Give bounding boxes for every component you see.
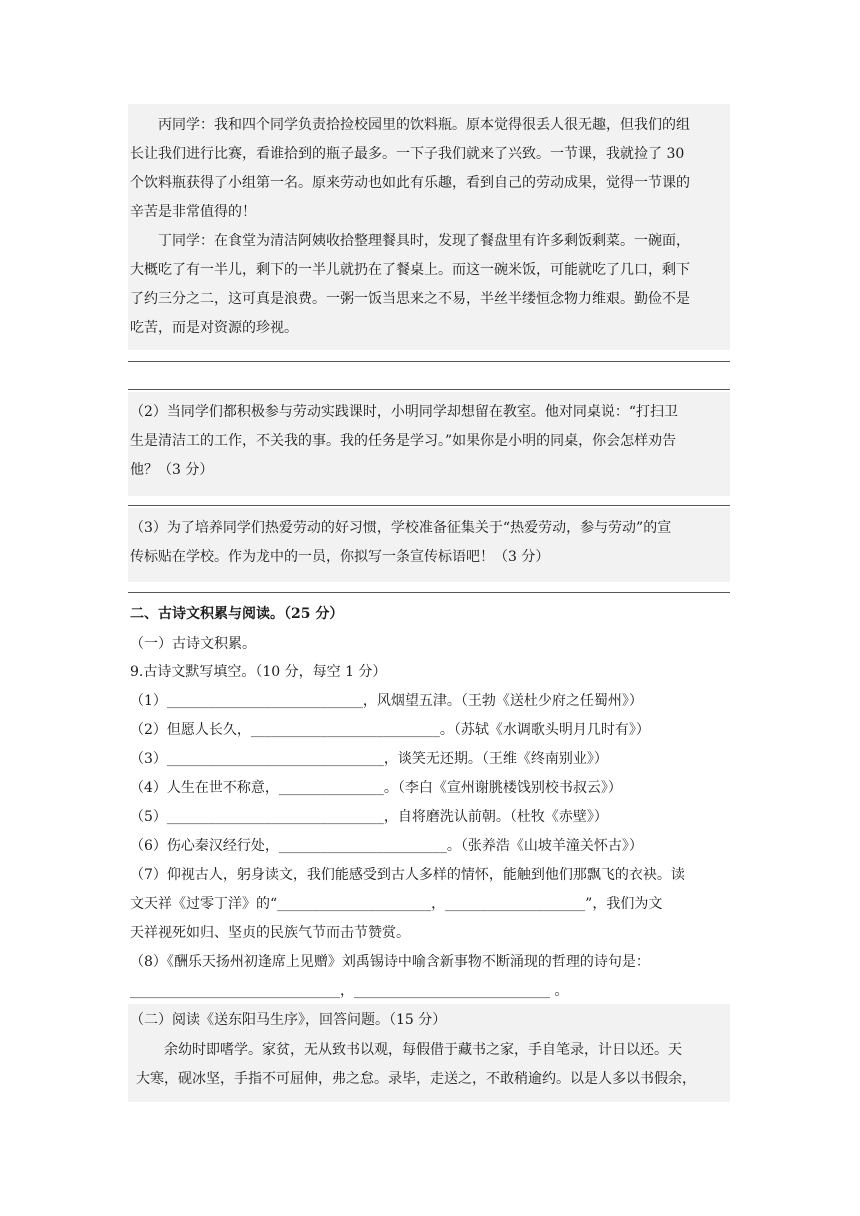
answer-line[interactable]: [128, 389, 730, 390]
text-line: 生是清洁工的工作，不关我的事。我的任务是学习。”如果你是小明的同桌，你会怎样劝告: [130, 433, 677, 449]
text-line: 个饮料瓶获得了小组第一名。原来劳动也如此有乐趣，看到自己的劳动成果，觉得一节课的: [130, 175, 690, 191]
text-line: （3）为了培养同学们热爱劳动的好习惯，学校准备征集关于“热爱劳动，参与劳动”的宣: [130, 520, 672, 536]
text-line: （2）当同学们都积极参与劳动实践课时，小明同学却想留在教室。他对同桌说：“打扫卫: [130, 404, 679, 420]
text-line: （7）仰视古人，躬身读文，我们能感受到古人多样的情怀，能触到他们那飘飞的衣袂。读: [130, 867, 685, 883]
answer-line[interactable]: [128, 361, 730, 362]
fill-item-2[interactable]: （2）但愿人长久，___________________________。（苏轼《水调歌头明月几时有》）: [130, 722, 650, 738]
text-line: 了约三分之二，这可真是浪费。一粥一饭当思来之不易，半丝半缕恒念物力维艰。勤俭不是: [130, 291, 690, 307]
text-line: 传标贴在学校。作为龙中的一员，你拟写一条宣传标语吧！（3 分）: [130, 549, 550, 565]
text-line: 丙同学：我和四个同学负责拾捡校园里的饮料瓶。原本觉得很丢人很无趣，但我们的组: [158, 117, 690, 133]
text-line: ______________________________，____________________________ 。: [130, 983, 569, 999]
fill-item-4[interactable]: （4）人生在世不称意，_______________。（李白《宣州谢朓楼饯别校书叔云》）: [130, 780, 622, 796]
text-line: 余幼时即嗜学。家贫，无从致书以观，每假借于藏书之家，手自笔录，计日以还。天: [164, 1042, 682, 1058]
fill-item-1[interactable]: （1）____________________________，风烟望五津。（王勃《送杜少府之任蜀州》）: [130, 693, 643, 709]
fill-item-6[interactable]: （6）伤心秦汉经行处，________________________。（张养浩《山坡羊潼关怀古》）: [130, 838, 643, 854]
text-line: 吃苦，而是对资源的珍视。: [130, 320, 298, 336]
text-line: 文天祥《过零丁洋》的“______________________，____________________”，我们为文: [130, 896, 663, 912]
subsection-heading: （一）古诗文积累。: [130, 636, 256, 652]
text-line: 辛苦是非常值得的！: [130, 204, 256, 220]
fill-item-3[interactable]: （3）_______________________________，谈笑无还期。（王维《终南别业》）: [130, 751, 608, 767]
text-line: 他？（3 分）: [130, 462, 214, 478]
answer-line[interactable]: [128, 505, 730, 506]
answer-line[interactable]: [128, 592, 730, 593]
text-line: 大寒，砚冰坚，手指不可屈伸，弗之怠。录毕，走送之，不敢稍逾约。以是人多以书假余，: [136, 1071, 696, 1087]
fill-item-5[interactable]: （5）_______________________________，自将磨洗认前朝。（杜牧《赤壁》）: [130, 809, 608, 825]
text-line: 长让我们进行比赛，看谁拾到的瓶子最多。一下子我们就来了兴致。一节课，我就捡了 30: [130, 146, 685, 162]
text-line: 天祥视死如归、坚贞的民族气节而击节赞赏。: [130, 925, 410, 941]
reading-heading: （二）阅读《送东阳马生序》，回答问题。（15 分）: [130, 1012, 447, 1028]
question-9-title: 9.古诗文默写填空。（10 分，每空 1 分）: [130, 664, 387, 680]
text-line: 丁同学：在食堂为清洁阿姨收拾整理餐具时，发现了餐盘里有许多剩饭剩菜。一碗面，: [158, 233, 690, 249]
section-heading: 二、古诗文积累与阅读。（25 分）: [130, 606, 344, 622]
text-line: （8）《酬乐天扬州初逢席上见赠》刘禹锡诗中喻含新事物不断涌现的哲理的诗句是：: [130, 954, 650, 970]
text-line: 大概吃了有一半儿，剩下的一半儿就扔在了餐桌上。而这一碗米饭，可能就吃了几口，剩下: [130, 262, 690, 278]
passage-shading-top: [128, 104, 730, 350]
